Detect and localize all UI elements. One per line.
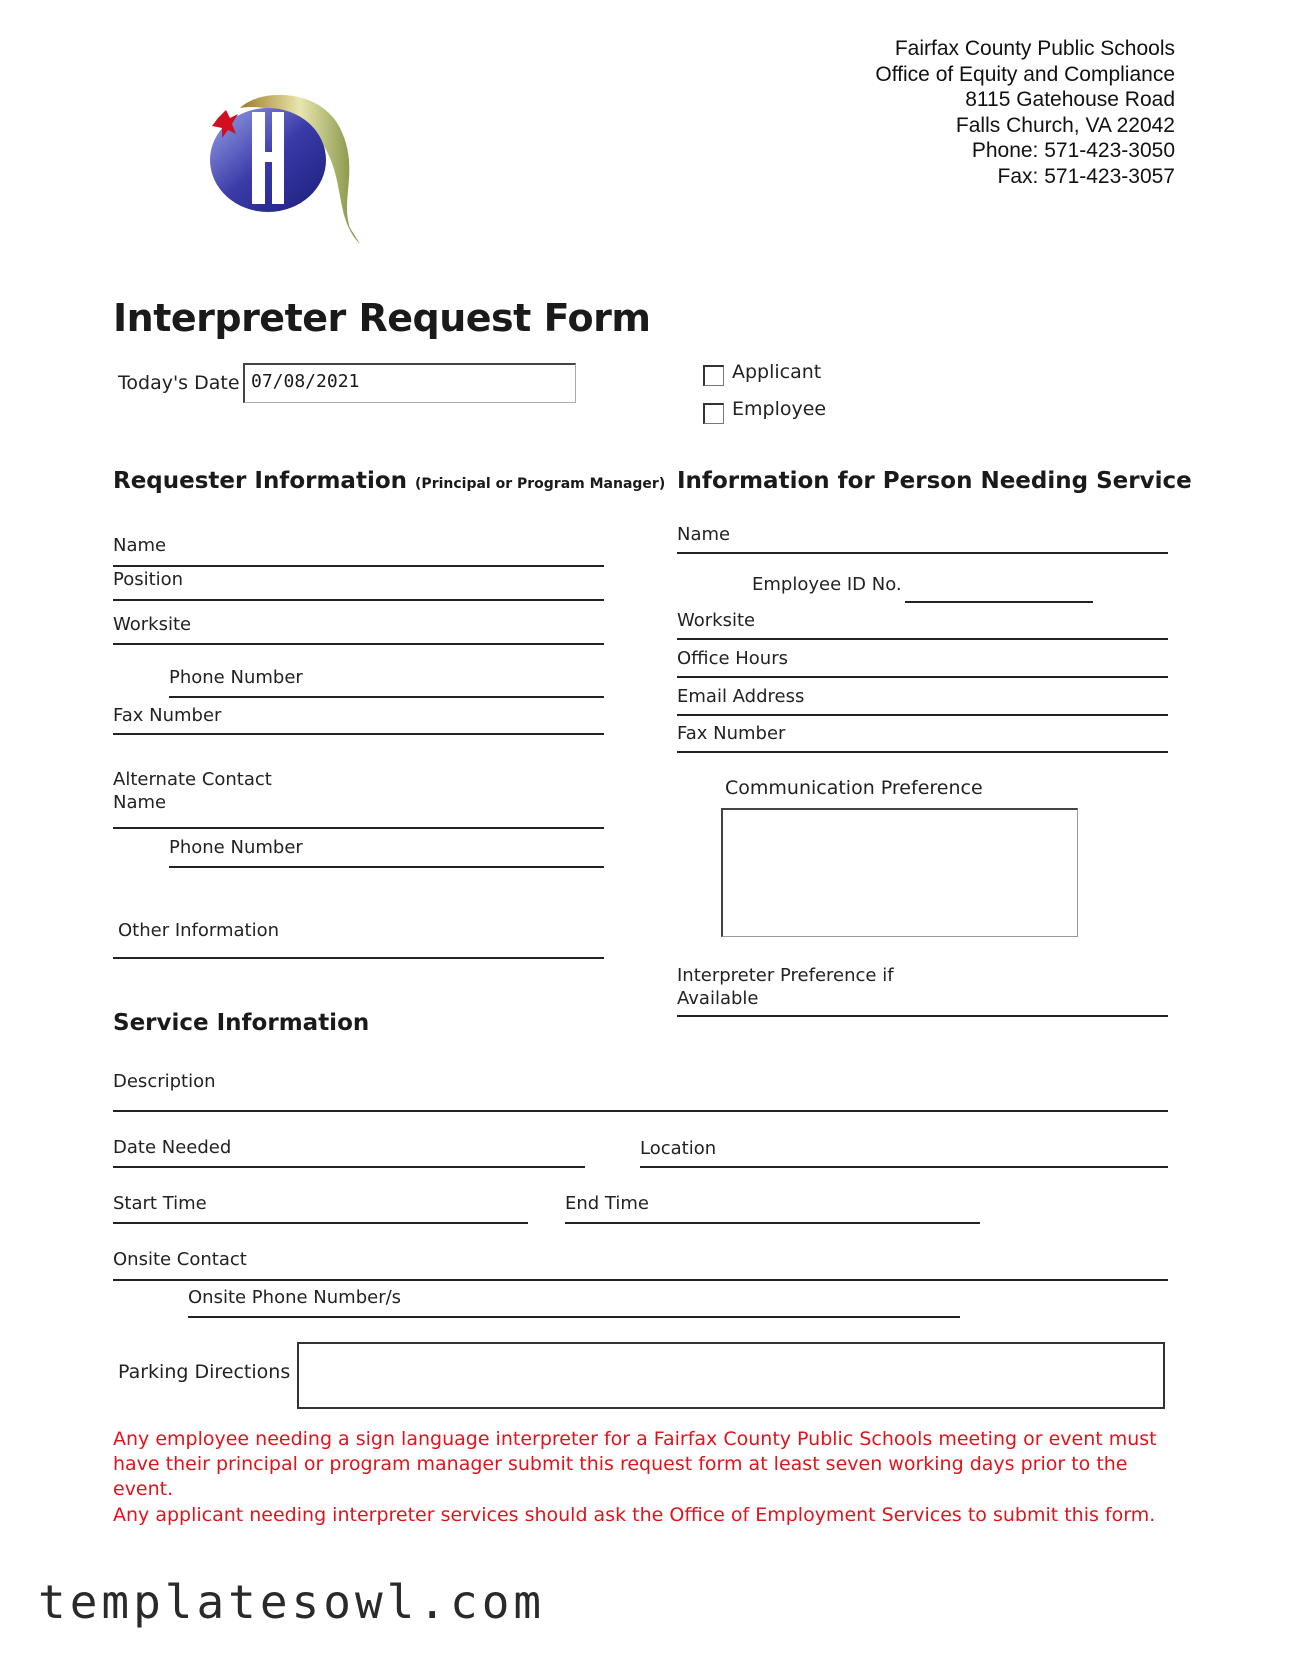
person-worksite-field[interactable] xyxy=(677,638,1168,640)
org-line: Fax: 571-423-3057 xyxy=(997,164,1175,188)
requester-name-label: Name xyxy=(113,535,167,556)
onsite-contact-field[interactable] xyxy=(113,1279,1168,1281)
date-label: Today's Date xyxy=(118,372,240,394)
start-time-field[interactable] xyxy=(113,1222,528,1224)
onsite-phone-field[interactable] xyxy=(188,1316,960,1318)
requester-worksite-field[interactable] xyxy=(113,643,604,645)
org-address xyxy=(875,36,1175,190)
org-line: Office of Equity and Compliance xyxy=(875,62,1175,86)
form-title: Interpreter Request Form xyxy=(113,296,651,340)
requester-phone-field[interactable] xyxy=(169,696,604,698)
date-needed-field[interactable] xyxy=(113,1166,585,1168)
employee-label: Employee xyxy=(732,398,827,420)
person-name-label: Name xyxy=(677,524,731,545)
applicant-checkbox[interactable] xyxy=(703,365,724,386)
end-time-field[interactable] xyxy=(565,1222,980,1224)
other-info-label: Other Information xyxy=(118,920,280,941)
parking-field[interactable] xyxy=(297,1342,1165,1409)
service-heading: Service Information xyxy=(113,1010,370,1036)
alt-contact-label: Alternate Contact xyxy=(113,769,272,790)
notice-applicant: Any applicant needing interpreter services should ask the Office of Employment Services to submit this form. xyxy=(113,1504,1156,1526)
comm-pref-field[interactable] xyxy=(721,808,1078,937)
requester-position-field[interactable] xyxy=(113,599,604,601)
other-info-field[interactable] xyxy=(113,957,604,959)
requester-position-label: Position xyxy=(113,569,184,590)
requester-heading-note: (Principal or Program Manager) xyxy=(415,476,666,492)
office-hours-label: Office Hours xyxy=(677,648,788,669)
watermark: templatesowl.com xyxy=(38,1575,546,1629)
person-fax-field[interactable] xyxy=(677,751,1168,753)
alt-contact-label-2: Name xyxy=(113,792,167,813)
interp-pref-label-2: Available xyxy=(677,988,759,1009)
onsite-contact-label: Onsite Contact xyxy=(113,1249,247,1270)
interp-pref-field[interactable] xyxy=(677,1015,1168,1017)
notice-employee: Any employee needing a sign language interpreter for a Fairfax County Public Schools meeting or event must have their principal or program manager submit this request form at least seven working days prior to the event. xyxy=(113,1428,1157,1500)
requester-heading xyxy=(113,468,665,494)
requester-worksite-label: Worksite xyxy=(113,614,192,635)
person-fax-label: Fax Number xyxy=(677,723,786,744)
org-line: Phone: 571-423-3050 xyxy=(971,139,1175,163)
requester-fax-field[interactable] xyxy=(113,733,604,735)
person-name-field[interactable] xyxy=(677,552,1168,554)
parking-label: Parking Directions xyxy=(118,1361,291,1383)
start-time-label: Start Time xyxy=(113,1193,207,1214)
location-label: Location xyxy=(640,1138,717,1159)
applicant-label: Applicant xyxy=(732,361,822,383)
requester-phone-label: Phone Number xyxy=(169,667,303,688)
interp-pref-label: Interpreter Preference if xyxy=(677,965,894,986)
alt-phone-label: Phone Number xyxy=(169,837,303,858)
description-field[interactable] xyxy=(113,1110,1168,1112)
email-label: Email Address xyxy=(677,686,805,707)
person-heading: Information for Person Needing Service xyxy=(677,468,1192,494)
fcps-logo xyxy=(200,88,380,248)
employee-id-label: Employee ID No. xyxy=(752,574,902,595)
requester-name-field[interactable] xyxy=(113,565,604,567)
comm-pref-label: Communication Preference xyxy=(725,777,983,799)
org-line: Fairfax County Public Schools xyxy=(894,37,1175,60)
office-hours-field[interactable] xyxy=(677,676,1168,678)
date-field[interactable]: 07/08/2021 xyxy=(243,363,576,403)
employee-checkbox[interactable] xyxy=(703,403,724,424)
email-field[interactable] xyxy=(677,714,1168,716)
requester-heading-text: Requester Information xyxy=(113,468,408,494)
org-line: 8115 Gatehouse Road xyxy=(965,88,1175,112)
location-field[interactable] xyxy=(640,1166,1168,1168)
date-needed-label: Date Needed xyxy=(113,1137,232,1158)
person-worksite-label: Worksite xyxy=(677,610,756,631)
org-line: Falls Church, VA 22042 xyxy=(955,113,1175,137)
employee-id-field[interactable] xyxy=(905,601,1093,603)
onsite-phone-label: Onsite Phone Number/s xyxy=(188,1287,402,1308)
alt-contact-name-field[interactable] xyxy=(113,827,604,829)
alt-phone-field[interactable] xyxy=(169,866,604,868)
end-time-label: End Time xyxy=(565,1193,649,1214)
description-label: Description xyxy=(113,1071,216,1092)
requester-fax-label: Fax Number xyxy=(113,705,222,726)
